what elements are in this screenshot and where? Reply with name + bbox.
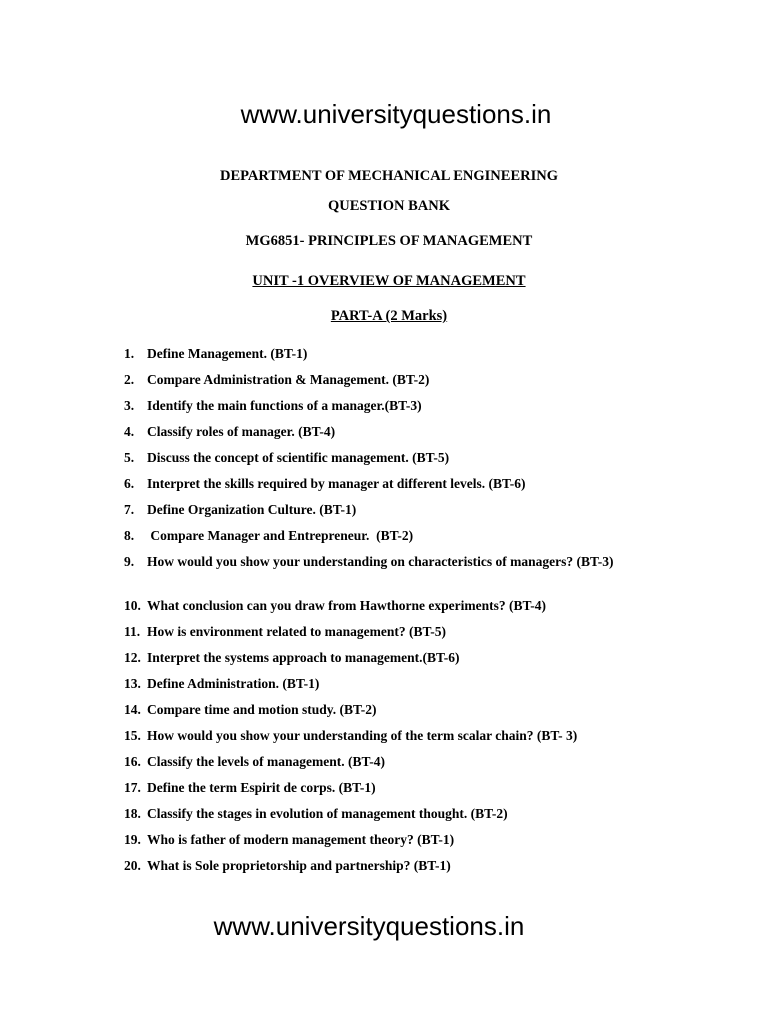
question-item <box>124 397 648 423</box>
question-item <box>124 649 648 675</box>
question-text: Classify roles of manager. (BT-4) <box>147 424 336 439</box>
part-title-text: PART-A (2 Marks) <box>330 308 448 324</box>
question-list <box>124 345 648 883</box>
question-item <box>124 371 648 397</box>
question-number: 14. <box>124 702 141 717</box>
question-item <box>124 753 648 779</box>
question-text: Define Organization Culture. (BT-1) <box>147 502 357 517</box>
header-url: www.universityquestions.in <box>240 99 552 129</box>
question-number: 1. <box>124 346 135 361</box>
question-item <box>124 857 648 883</box>
question-item <box>124 701 648 727</box>
question-item <box>124 423 648 449</box>
question-number: 18. <box>124 806 141 821</box>
question-number: 5. <box>124 450 135 465</box>
question-number: 11. <box>124 624 141 639</box>
question-text: Define Management. (BT-1) <box>147 346 308 361</box>
unit-title <box>0 272 768 290</box>
question-item <box>124 475 648 501</box>
question-text: Identify the main functions of a manager.(BT-3) <box>147 398 422 413</box>
question-text: Classify the levels of management. (BT-4) <box>147 754 385 769</box>
question-text: How would you show your understanding on characteristics of managers? (BT-3) <box>147 554 614 569</box>
question-number: 12. <box>124 650 141 665</box>
question-number: 9. <box>124 554 135 569</box>
question-number: 17. <box>124 780 141 795</box>
question-item <box>124 805 648 831</box>
question-number: 10. <box>124 598 141 613</box>
question-item <box>124 831 648 857</box>
question-number: 16. <box>124 754 141 769</box>
question-number: 8. <box>124 528 135 543</box>
unit-title-text: UNIT -1 OVERVIEW OF MANAGEMENT <box>252 273 526 289</box>
question-item <box>124 501 648 527</box>
question-text: Interpret the systems approach to management.(BT-6) <box>147 650 460 665</box>
question-text: Interpret the skills required by manager at different levels. (BT-6) <box>147 476 526 491</box>
question-item <box>124 527 648 553</box>
question-number: 19. <box>124 832 141 847</box>
question-text: How is environment related to management? (BT-5) <box>147 624 446 639</box>
question-text: How would you show your understanding of the term scalar chain? (BT- 3) <box>147 728 578 743</box>
question-number: 20. <box>124 858 141 873</box>
question-text: Compare Administration & Management. (BT-2) <box>147 372 430 387</box>
question-text: Compare time and motion study. (BT-2) <box>147 702 377 717</box>
course-title: MG6851- PRINCIPLES OF MANAGEMENT <box>245 233 533 249</box>
question-item <box>124 675 648 701</box>
question-text: Compare Manager and Entrepreneur. (BT-2) <box>147 528 414 543</box>
question-item <box>124 345 648 371</box>
question-number: 2. <box>124 372 135 387</box>
question-number: 3. <box>124 398 135 413</box>
question-item <box>124 727 648 753</box>
question-text: Discuss the concept of scientific management. (BT-5) <box>147 450 450 465</box>
question-number: 13. <box>124 676 141 691</box>
question-text: What conclusion can you draw from Hawthorne experiments? (BT-4) <box>147 598 546 613</box>
footer-url: www.universityquestions.in <box>213 911 525 941</box>
document-type: QUESTION BANK <box>327 198 451 214</box>
department-title: DEPARTMENT OF MECHANICAL ENGINEERING <box>220 168 558 184</box>
question-item <box>124 597 648 623</box>
part-title <box>0 307 768 325</box>
question-number: 7. <box>124 502 135 517</box>
question-item <box>124 553 648 597</box>
question-number: 4. <box>124 424 135 439</box>
question-number: 15. <box>124 728 141 743</box>
question-number: 6. <box>124 476 135 491</box>
question-text: Classify the stages in evolution of management thought. (BT-2) <box>147 806 508 821</box>
question-text: Define Administration. (BT-1) <box>147 676 320 691</box>
question-text: Who is father of modern management theory? (BT-1) <box>147 832 455 847</box>
question-text: What is Sole proprietorship and partnership? (BT-1) <box>147 858 451 873</box>
question-item <box>124 449 648 475</box>
question-item <box>124 623 648 649</box>
question-item <box>124 779 648 805</box>
question-text: Define the term Espirit de corps. (BT-1) <box>147 780 376 795</box>
